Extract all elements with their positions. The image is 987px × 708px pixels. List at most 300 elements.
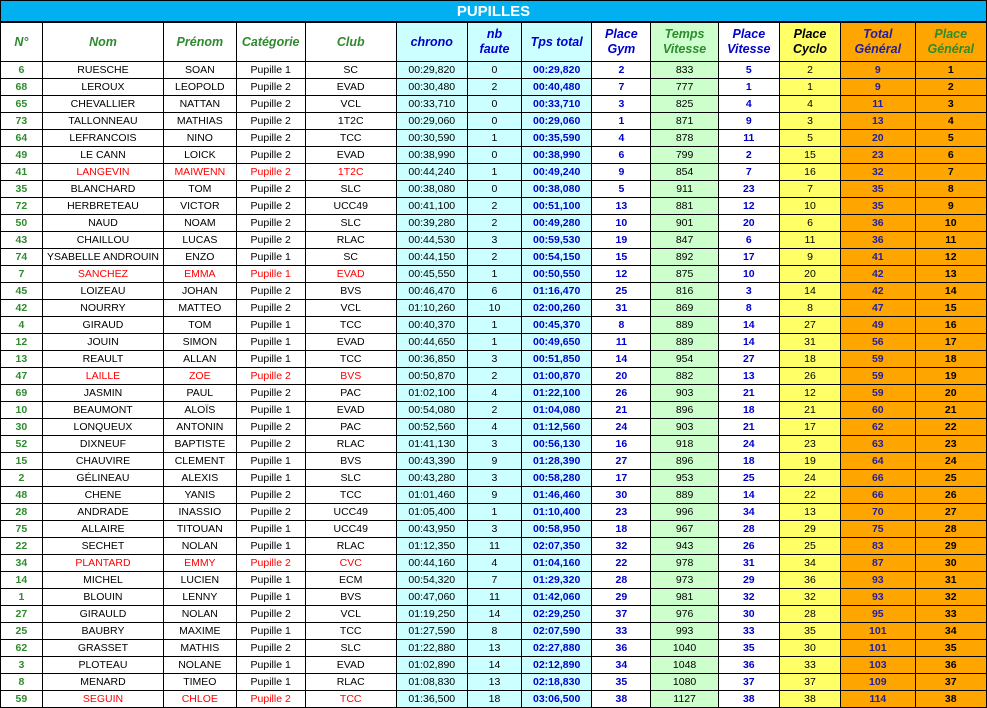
cell-club: SLC — [305, 470, 396, 487]
cell-categorie: Pupille 2 — [236, 232, 305, 249]
cell-temps-vitesse: 954 — [651, 351, 718, 368]
cell-place-cyclo: 29 — [779, 521, 840, 538]
cell-chrono: 01:02,890 — [396, 657, 467, 674]
cell-tps-total: 00:59,530 — [521, 232, 591, 249]
cell-temps-vitesse: 1080 — [651, 674, 718, 691]
table-row[interactable] — [1, 249, 987, 266]
cell-club: EVAD — [305, 147, 396, 164]
cell-temps-vitesse: 889 — [651, 317, 718, 334]
results-body — [1, 62, 987, 708]
cell-categorie: Pupille 1 — [236, 62, 305, 79]
cell-place-gym: 21 — [592, 402, 651, 419]
cell-categorie: Pupille 1 — [236, 674, 305, 691]
cell-place-gym: 26 — [592, 385, 651, 402]
cell-num: 62 — [1, 640, 43, 657]
cell-place-cyclo: 33 — [779, 657, 840, 674]
table-row[interactable] — [1, 385, 987, 402]
cell-nb-faute: 0 — [467, 147, 521, 164]
cell-num: 35 — [1, 181, 43, 198]
cell-num: 49 — [1, 147, 43, 164]
cell-prenom: NINO — [164, 130, 236, 147]
table-row[interactable] — [1, 521, 987, 538]
table-row[interactable] — [1, 419, 987, 436]
cell-categorie: Pupille 2 — [236, 215, 305, 232]
cell-nom: DIXNEUF — [42, 436, 163, 453]
cell-chrono: 00:44,530 — [396, 232, 467, 249]
cell-place-general: 22 — [915, 419, 987, 436]
cell-categorie: Pupille 2 — [236, 283, 305, 300]
cell-nb-faute: 18 — [467, 691, 521, 708]
cell-num: 68 — [1, 79, 43, 96]
cell-place-general: 21 — [915, 402, 987, 419]
cell-tps-total: 00:38,990 — [521, 147, 591, 164]
cell-num: 74 — [1, 249, 43, 266]
table-row[interactable] — [1, 640, 987, 657]
table-row[interactable] — [1, 470, 987, 487]
table-row[interactable] — [1, 555, 987, 572]
cell-place-gym: 30 — [592, 487, 651, 504]
cell-nb-faute: 6 — [467, 283, 521, 300]
cell-place-vitesse: 36 — [718, 657, 779, 674]
cell-prenom: TOM — [164, 317, 236, 334]
cell-total-general: 35 — [841, 181, 915, 198]
table-row[interactable] — [1, 368, 987, 385]
cell-place-cyclo: 26 — [779, 368, 840, 385]
cell-total-general: 75 — [841, 521, 915, 538]
cell-temps-vitesse: 882 — [651, 368, 718, 385]
cell-place-gym: 12 — [592, 266, 651, 283]
cell-nom: RUESCHE — [42, 62, 163, 79]
cell-nom: YSABELLE ANDROUIN — [42, 249, 163, 266]
cell-num: 28 — [1, 504, 43, 521]
cell-place-general: 12 — [915, 249, 987, 266]
cell-place-cyclo: 20 — [779, 266, 840, 283]
cell-nom: LANGEVIN — [42, 164, 163, 181]
cell-temps-vitesse: 918 — [651, 436, 718, 453]
cell-nb-faute: 3 — [467, 521, 521, 538]
cell-nom: GÉLINEAU — [42, 470, 163, 487]
cell-nb-faute: 0 — [467, 62, 521, 79]
cell-num: 6 — [1, 62, 43, 79]
cell-tps-total: 00:49,650 — [521, 334, 591, 351]
table-row[interactable] — [1, 572, 987, 589]
header-line: Place — [732, 27, 766, 41]
cell-nom: CHEVALLIER — [42, 96, 163, 113]
table-row[interactable] — [1, 351, 987, 368]
table-row[interactable] — [1, 62, 987, 79]
cell-num: 7 — [1, 266, 43, 283]
cell-place-cyclo: 12 — [779, 385, 840, 402]
cell-num: 27 — [1, 606, 43, 623]
cell-nb-faute: 14 — [467, 606, 521, 623]
cell-categorie: Pupille 1 — [236, 334, 305, 351]
table-row[interactable] — [1, 215, 987, 232]
cell-place-general: 5 — [915, 130, 987, 147]
cell-club: EVAD — [305, 402, 396, 419]
cell-chrono: 00:50,870 — [396, 368, 467, 385]
cell-place-cyclo: 16 — [779, 164, 840, 181]
table-row[interactable] — [1, 317, 987, 334]
table-row[interactable] — [1, 232, 987, 249]
cell-tps-total: 00:49,280 — [521, 215, 591, 232]
table-row[interactable] — [1, 538, 987, 555]
cell-place-general: 36 — [915, 657, 987, 674]
cell-tps-total: 02:07,590 — [521, 623, 591, 640]
cell-total-general: 62 — [841, 419, 915, 436]
cell-club: TCC — [305, 487, 396, 504]
cell-total-general: 49 — [841, 317, 915, 334]
cell-temps-vitesse: 892 — [651, 249, 718, 266]
table-row[interactable] — [1, 266, 987, 283]
table-row[interactable] — [1, 657, 987, 674]
cell-total-general: 59 — [841, 368, 915, 385]
col-header-place-cyclo[interactable] — [779, 23, 840, 62]
table-row[interactable] — [1, 453, 987, 470]
cell-prenom: TIMEO — [164, 674, 236, 691]
cell-categorie: Pupille 2 — [236, 113, 305, 130]
cell-total-general: 63 — [841, 436, 915, 453]
cell-categorie: Pupille 1 — [236, 266, 305, 283]
cell-club: RLAC — [305, 436, 396, 453]
cell-temps-vitesse: 889 — [651, 334, 718, 351]
cell-place-cyclo: 5 — [779, 130, 840, 147]
cell-place-vitesse: 8 — [718, 300, 779, 317]
cell-place-cyclo: 32 — [779, 589, 840, 606]
table-row[interactable] — [1, 623, 987, 640]
cell-temps-vitesse: 854 — [651, 164, 718, 181]
cell-place-general: 3 — [915, 96, 987, 113]
cell-place-general: 35 — [915, 640, 987, 657]
table-row[interactable] — [1, 300, 987, 317]
cell-categorie: Pupille 2 — [236, 300, 305, 317]
cell-tps-total: 00:40,480 — [521, 79, 591, 96]
cell-temps-vitesse: 869 — [651, 300, 718, 317]
cell-total-general: 83 — [841, 538, 915, 555]
cell-club: BVS — [305, 453, 396, 470]
cell-num: 41 — [1, 164, 43, 181]
cell-chrono: 01:36,500 — [396, 691, 467, 708]
cell-tps-total: 00:58,950 — [521, 521, 591, 538]
cell-tps-total: 01:12,560 — [521, 419, 591, 436]
table-row[interactable] — [1, 691, 987, 708]
cell-place-gym: 11 — [592, 334, 651, 351]
cell-place-vitesse: 21 — [718, 385, 779, 402]
cell-num: 13 — [1, 351, 43, 368]
cell-total-general: 93 — [841, 572, 915, 589]
cell-place-vitesse: 17 — [718, 249, 779, 266]
cell-place-gym: 14 — [592, 351, 651, 368]
cell-total-general: 93 — [841, 589, 915, 606]
col-header-prenom[interactable]: Prénom — [164, 23, 236, 62]
cell-place-gym: 15 — [592, 249, 651, 266]
col-header-tps-total[interactable]: Tps total — [521, 23, 591, 62]
cell-nom: LOIZEAU — [42, 283, 163, 300]
cell-place-gym: 16 — [592, 436, 651, 453]
table-row[interactable] — [1, 436, 987, 453]
cell-total-general: 35 — [841, 198, 915, 215]
cell-place-vitesse: 33 — [718, 623, 779, 640]
table-row[interactable] — [1, 96, 987, 113]
cell-place-gym: 20 — [592, 368, 651, 385]
cell-nb-faute: 4 — [467, 555, 521, 572]
cell-tps-total: 01:04,080 — [521, 402, 591, 419]
cell-nom: LONQUEUX — [42, 419, 163, 436]
cell-place-gym: 13 — [592, 198, 651, 215]
cell-prenom: LUCAS — [164, 232, 236, 249]
cell-total-general: 66 — [841, 470, 915, 487]
cell-categorie: Pupille 2 — [236, 419, 305, 436]
cell-tps-total: 00:49,240 — [521, 164, 591, 181]
cell-nb-faute: 4 — [467, 419, 521, 436]
col-header-nb-faute[interactable] — [467, 23, 521, 62]
cell-categorie: Pupille 2 — [236, 606, 305, 623]
cell-place-gym: 10 — [592, 215, 651, 232]
cell-club: VCL — [305, 606, 396, 623]
table-row[interactable] — [1, 113, 987, 130]
table-row[interactable] — [1, 181, 987, 198]
cell-tps-total: 02:27,880 — [521, 640, 591, 657]
cell-num: 10 — [1, 402, 43, 419]
cell-place-general: 20 — [915, 385, 987, 402]
cell-num: 25 — [1, 623, 43, 640]
cell-place-vitesse: 9 — [718, 113, 779, 130]
cell-place-gym: 35 — [592, 674, 651, 691]
cell-place-general: 24 — [915, 453, 987, 470]
cell-temps-vitesse: 903 — [651, 385, 718, 402]
cell-nom: BLANCHARD — [42, 181, 163, 198]
cell-place-general: 11 — [915, 232, 987, 249]
cell-place-gym: 37 — [592, 606, 651, 623]
cell-prenom: SOAN — [164, 62, 236, 79]
cell-club: RLAC — [305, 538, 396, 555]
cell-prenom: EMMA — [164, 266, 236, 283]
cell-place-gym: 7 — [592, 79, 651, 96]
cell-place-general: 23 — [915, 436, 987, 453]
table-row[interactable] — [1, 606, 987, 623]
cell-place-general: 10 — [915, 215, 987, 232]
cell-chrono: 00:30,590 — [396, 130, 467, 147]
cell-club: PAC — [305, 385, 396, 402]
cell-categorie: Pupille 1 — [236, 521, 305, 538]
cell-chrono: 01:02,100 — [396, 385, 467, 402]
table-row[interactable] — [1, 334, 987, 351]
cell-nb-faute: 0 — [467, 181, 521, 198]
cell-num: 72 — [1, 198, 43, 215]
cell-place-cyclo: 38 — [779, 691, 840, 708]
cell-place-gym: 22 — [592, 555, 651, 572]
cell-nom: SANCHEZ — [42, 266, 163, 283]
col-header-temps-vitesse[interactable] — [651, 23, 718, 62]
cell-club: PAC — [305, 419, 396, 436]
cell-place-cyclo: 23 — [779, 436, 840, 453]
cell-total-general: 114 — [841, 691, 915, 708]
col-header-place-vitesse[interactable] — [718, 23, 779, 62]
cell-nom: SEGUIN — [42, 691, 163, 708]
cell-place-gym: 27 — [592, 453, 651, 470]
cell-chrono: 00:43,950 — [396, 521, 467, 538]
cell-place-general: 4 — [915, 113, 987, 130]
cell-chrono: 00:29,060 — [396, 113, 467, 130]
cell-chrono: 00:52,560 — [396, 419, 467, 436]
cell-place-cyclo: 27 — [779, 317, 840, 334]
cell-num: 59 — [1, 691, 43, 708]
cell-num: 73 — [1, 113, 43, 130]
cell-num: 64 — [1, 130, 43, 147]
col-header-place-general[interactable] — [915, 23, 987, 62]
cell-categorie: Pupille 2 — [236, 96, 305, 113]
cell-nom: GRASSET — [42, 640, 163, 657]
table-row[interactable] — [1, 198, 987, 215]
cell-num: 45 — [1, 283, 43, 300]
cell-categorie: Pupille 1 — [236, 402, 305, 419]
cell-club: SLC — [305, 181, 396, 198]
cell-club: EVAD — [305, 266, 396, 283]
cell-club: EVAD — [305, 657, 396, 674]
cell-chrono: 01:27,590 — [396, 623, 467, 640]
cell-categorie: Pupille 2 — [236, 130, 305, 147]
cell-categorie: Pupille 1 — [236, 453, 305, 470]
cell-tps-total: 03:06,500 — [521, 691, 591, 708]
cell-club: ECM — [305, 572, 396, 589]
cell-place-gym: 34 — [592, 657, 651, 674]
cell-club: TCC — [305, 691, 396, 708]
table-row[interactable] — [1, 164, 987, 181]
cell-total-general: 36 — [841, 215, 915, 232]
cell-club: UCC49 — [305, 198, 396, 215]
cell-place-vitesse: 18 — [718, 453, 779, 470]
cell-chrono: 01:12,350 — [396, 538, 467, 555]
cell-total-general: 95 — [841, 606, 915, 623]
cell-num: 2 — [1, 470, 43, 487]
cell-place-cyclo: 10 — [779, 198, 840, 215]
cell-place-general: 1 — [915, 62, 987, 79]
cell-club: BVS — [305, 368, 396, 385]
cell-nom: GIRAUD — [42, 317, 163, 334]
table-row[interactable] — [1, 487, 987, 504]
col-header-categorie[interactable]: Catégorie — [236, 23, 305, 62]
cell-total-general: 36 — [841, 232, 915, 249]
cell-categorie: Pupille 1 — [236, 572, 305, 589]
cell-temps-vitesse: 875 — [651, 266, 718, 283]
col-header-place-gym[interactable] — [592, 23, 651, 62]
cell-place-vitesse: 20 — [718, 215, 779, 232]
cell-place-gym: 3 — [592, 96, 651, 113]
cell-place-general: 18 — [915, 351, 987, 368]
table-row[interactable] — [1, 589, 987, 606]
cell-temps-vitesse: 953 — [651, 470, 718, 487]
cell-chrono: 00:30,480 — [396, 79, 467, 96]
cell-nom: LEFRANCOIS — [42, 130, 163, 147]
table-row[interactable] — [1, 130, 987, 147]
cell-place-general: 34 — [915, 623, 987, 640]
cell-total-general: 101 — [841, 623, 915, 640]
results-table — [0, 22, 987, 708]
cell-nom: LEROUX — [42, 79, 163, 96]
cell-total-general: 66 — [841, 487, 915, 504]
cell-chrono: 01:19,250 — [396, 606, 467, 623]
cell-place-cyclo: 19 — [779, 453, 840, 470]
cell-club: TCC — [305, 130, 396, 147]
cell-nb-faute: 3 — [467, 470, 521, 487]
cell-temps-vitesse: 896 — [651, 402, 718, 419]
cell-place-general: 7 — [915, 164, 987, 181]
cell-place-general: 9 — [915, 198, 987, 215]
col-header-chrono[interactable]: chrono — [396, 23, 467, 62]
cell-categorie: Pupille 2 — [236, 555, 305, 572]
cell-categorie: Pupille 1 — [236, 470, 305, 487]
cell-prenom: NOAM — [164, 215, 236, 232]
cell-categorie: Pupille 2 — [236, 691, 305, 708]
cell-place-vitesse: 7 — [718, 164, 779, 181]
cell-tps-total: 00:51,850 — [521, 351, 591, 368]
cell-place-vitesse: 4 — [718, 96, 779, 113]
cell-temps-vitesse: 1040 — [651, 640, 718, 657]
cell-num: 47 — [1, 368, 43, 385]
cell-nb-faute: 1 — [467, 130, 521, 147]
cell-club: RLAC — [305, 232, 396, 249]
cell-chrono: 00:54,320 — [396, 572, 467, 589]
cell-nb-faute: 1 — [467, 317, 521, 334]
table-row[interactable] — [1, 147, 987, 164]
cell-nb-faute: 4 — [467, 385, 521, 402]
cell-place-cyclo: 28 — [779, 606, 840, 623]
table-row[interactable] — [1, 504, 987, 521]
table-row[interactable] — [1, 79, 987, 96]
cell-club: 1T2C — [305, 164, 396, 181]
cell-nom: BLOUIN — [42, 589, 163, 606]
cell-num: 42 — [1, 300, 43, 317]
cell-place-vitesse: 31 — [718, 555, 779, 572]
col-header-nom[interactable]: Nom — [42, 23, 163, 62]
cell-place-general: 33 — [915, 606, 987, 623]
cell-temps-vitesse: 1048 — [651, 657, 718, 674]
cell-tps-total: 02:00,260 — [521, 300, 591, 317]
cell-place-gym: 6 — [592, 147, 651, 164]
cell-club: EVAD — [305, 79, 396, 96]
cell-chrono: 01:08,830 — [396, 674, 467, 691]
cell-nom: GIRAULD — [42, 606, 163, 623]
cell-total-general: 109 — [841, 674, 915, 691]
table-row[interactable] — [1, 402, 987, 419]
cell-nom: LE CANN — [42, 147, 163, 164]
col-header-num[interactable]: N° — [1, 23, 43, 62]
cell-chrono: 01:22,880 — [396, 640, 467, 657]
cell-num: 15 — [1, 453, 43, 470]
cell-temps-vitesse: 996 — [651, 504, 718, 521]
col-header-club[interactable]: Club — [305, 23, 396, 62]
cell-tps-total: 00:29,060 — [521, 113, 591, 130]
cell-tps-total: 00:45,370 — [521, 317, 591, 334]
cell-place-cyclo: 6 — [779, 215, 840, 232]
cell-club: VCL — [305, 96, 396, 113]
cell-place-general: 14 — [915, 283, 987, 300]
table-row[interactable] — [1, 674, 987, 691]
cell-nb-faute: 9 — [467, 487, 521, 504]
cell-prenom: SIMON — [164, 334, 236, 351]
cell-place-general: 29 — [915, 538, 987, 555]
cell-place-vitesse: 35 — [718, 640, 779, 657]
cell-temps-vitesse: 967 — [651, 521, 718, 538]
cell-total-general: 11 — [841, 96, 915, 113]
cell-tps-total: 00:29,820 — [521, 62, 591, 79]
cell-place-cyclo: 7 — [779, 181, 840, 198]
cell-chrono: 00:44,160 — [396, 555, 467, 572]
cell-nom: LAILLE — [42, 368, 163, 385]
cell-chrono: 00:40,370 — [396, 317, 467, 334]
col-header-total-general[interactable] — [841, 23, 915, 62]
cell-place-general: 8 — [915, 181, 987, 198]
table-row[interactable] — [1, 283, 987, 300]
